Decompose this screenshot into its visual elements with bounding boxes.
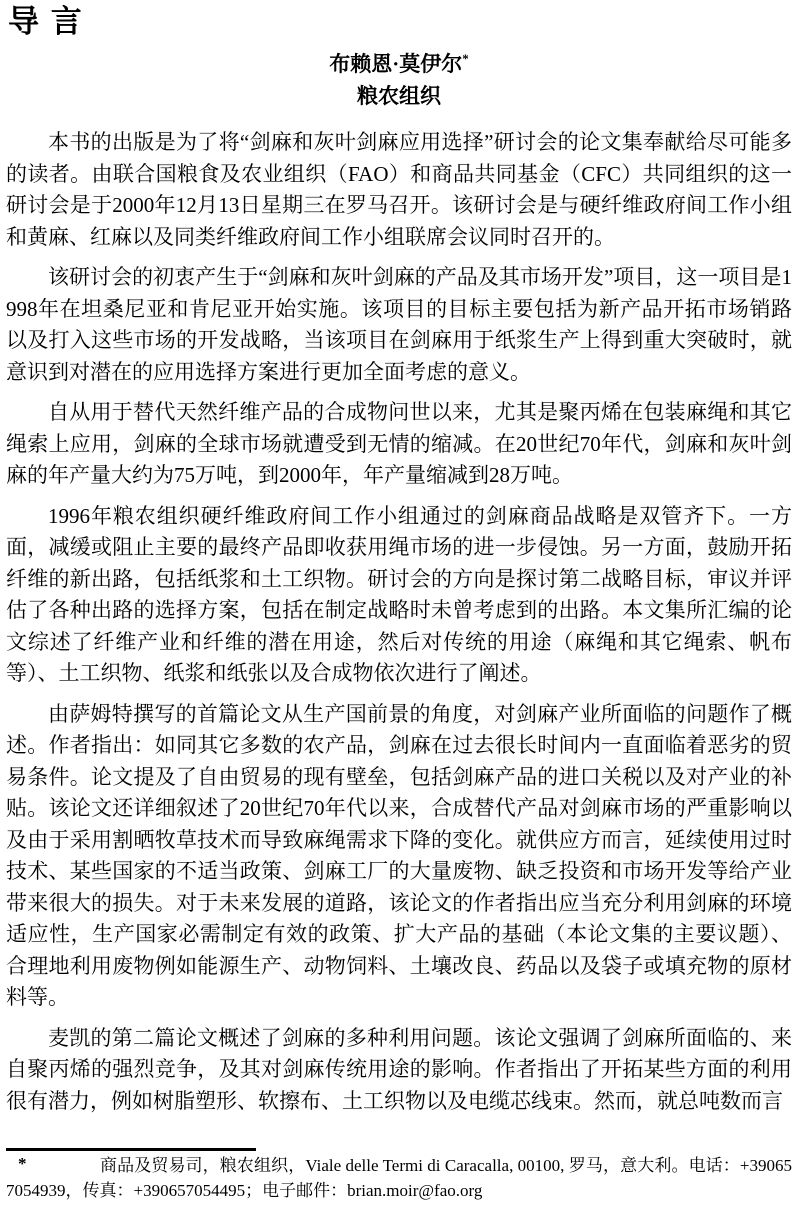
paragraph: 1996年粮农组织硬纤维政府间工作小组通过的剑麻商品战略是双管齐下。一方面，减缓或阻止主要的最终产品即收获用绳市场的进一步侵蚀。另一方面，鼓励开拓纤维的新出路，包括纸浆和土工织物。研讨会的方向是探讨第二战略目标，审议并评估了各种出路的选择方案，包括在制定战略时未曾考虑到的出路。本文集所汇编的论文综述了纤维产业和纤维的潜在用途，然后对传统的用途（麻绳和其它绳索、帆布等）、土工织物、纸浆和纸张以及合成物依次进行了阐述。	[6, 503, 792, 685]
paragraph: 麦凯的第二篇论文概述了剑麻的多种利用问题。该论文强调了剑麻所面临的、来自聚丙烯的强烈竞争，及其对剑麻传统用途的影响。作者指出了开拓某些方面的利用很有潜力，例如树脂塑形、软擦布、土工织物以及电缆芯线束。然而，就总吨数而言	[6, 1025, 792, 1113]
paragraph: 本书的出版是为了将“剑麻和灰叶剑麻应用选择”研讨会的论文集奉献给尽可能多的读者。由联合国粮食及农业组织（FAO）和商品共同基金（CFC）共同组织的这一研讨会是于2000年12月13日星期三在罗马召开。该研讨会是与硬纤维政府间工作小组和黄麻、红麻以及同类纤维政府间工作小组联席会议同时召开的。	[6, 130, 792, 249]
footnote-section	[6, 1148, 792, 1205]
author-affiliation: 粮农组织	[357, 84, 441, 108]
footnote-divider	[6, 1148, 256, 1151]
document-body	[6, 118, 792, 1117]
paragraph: 自从用于替代天然纤维产品的合成物问世以来，尤其是聚丙烯在包装麻绳和其它绳索上应用，剑麻的全球市场就遭受到无情的缩减。在20世纪70年代，剑麻和灰叶剑麻的年产量大约为75万吨，到2000年，年产量缩减到28万吨。	[6, 400, 792, 487]
footnote	[6, 1153, 792, 1203]
author-line	[6, 50, 792, 78]
author-footnote-marker: *	[462, 51, 469, 66]
footnote-text: 商品及贸易司，粮农组织，Viale delle Termi di Caracalla, 00100, 罗马，意大利。电话：+390657054939，传真：+390657054495；电子邮件：brian.moir@fao.org	[6, 1156, 792, 1200]
footnote-marker: *	[18, 1154, 27, 1173]
paragraph: 该研讨会的初衷产生于“剑麻和灰叶剑麻的产品及其市场开发”项目，这一项目是1998年在坦桑尼亚和肯尼亚开始实施。该项目的目标主要包括为新产品开拓市场销路以及打入这些市场的开发战略，当该项目在剑麻用于纸浆生产上得到重大突破时，就意识到对潜在的应用选择方案进行更加全面考虑的意义。	[6, 265, 792, 384]
page-title: 导 言	[8, 4, 84, 39]
paragraph: 由萨姆特撰写的首篇论文从生产国前景的角度，对剑麻产业所面临的问题作了概述。作者指出：如同其它多数的农产品，剑麻在过去很长时间内一直面临着恶劣的贸易条件。论文提及了自由贸易的现有壁垒，包括剑麻产品的进口关税以及对产业的补贴。该论文还详细叙述了20世纪70年代以来，合成替代产品对剑麻市场的严重影响以及由于采用割晒牧草技术而导致麻绳需求下降的变化。就供应方而言，延续使用过时技术、某些国家的不适当政策、剑麻工厂的大量废物、缺乏投资和市场开发等给产业带来很大的损失。对于未来发展的道路，该论文的作者指出应当充分利用剑麻的环境适应性，生产国家必需制定有效的政策、扩大产品的基础（本论文集的主要议题）、合理地利用废物例如能源生产、动物饲料、土壤改良、药品以及袋子或填充物的原材料等。	[6, 701, 792, 1009]
author-name: 布赖恩·莫伊尔	[329, 52, 463, 76]
